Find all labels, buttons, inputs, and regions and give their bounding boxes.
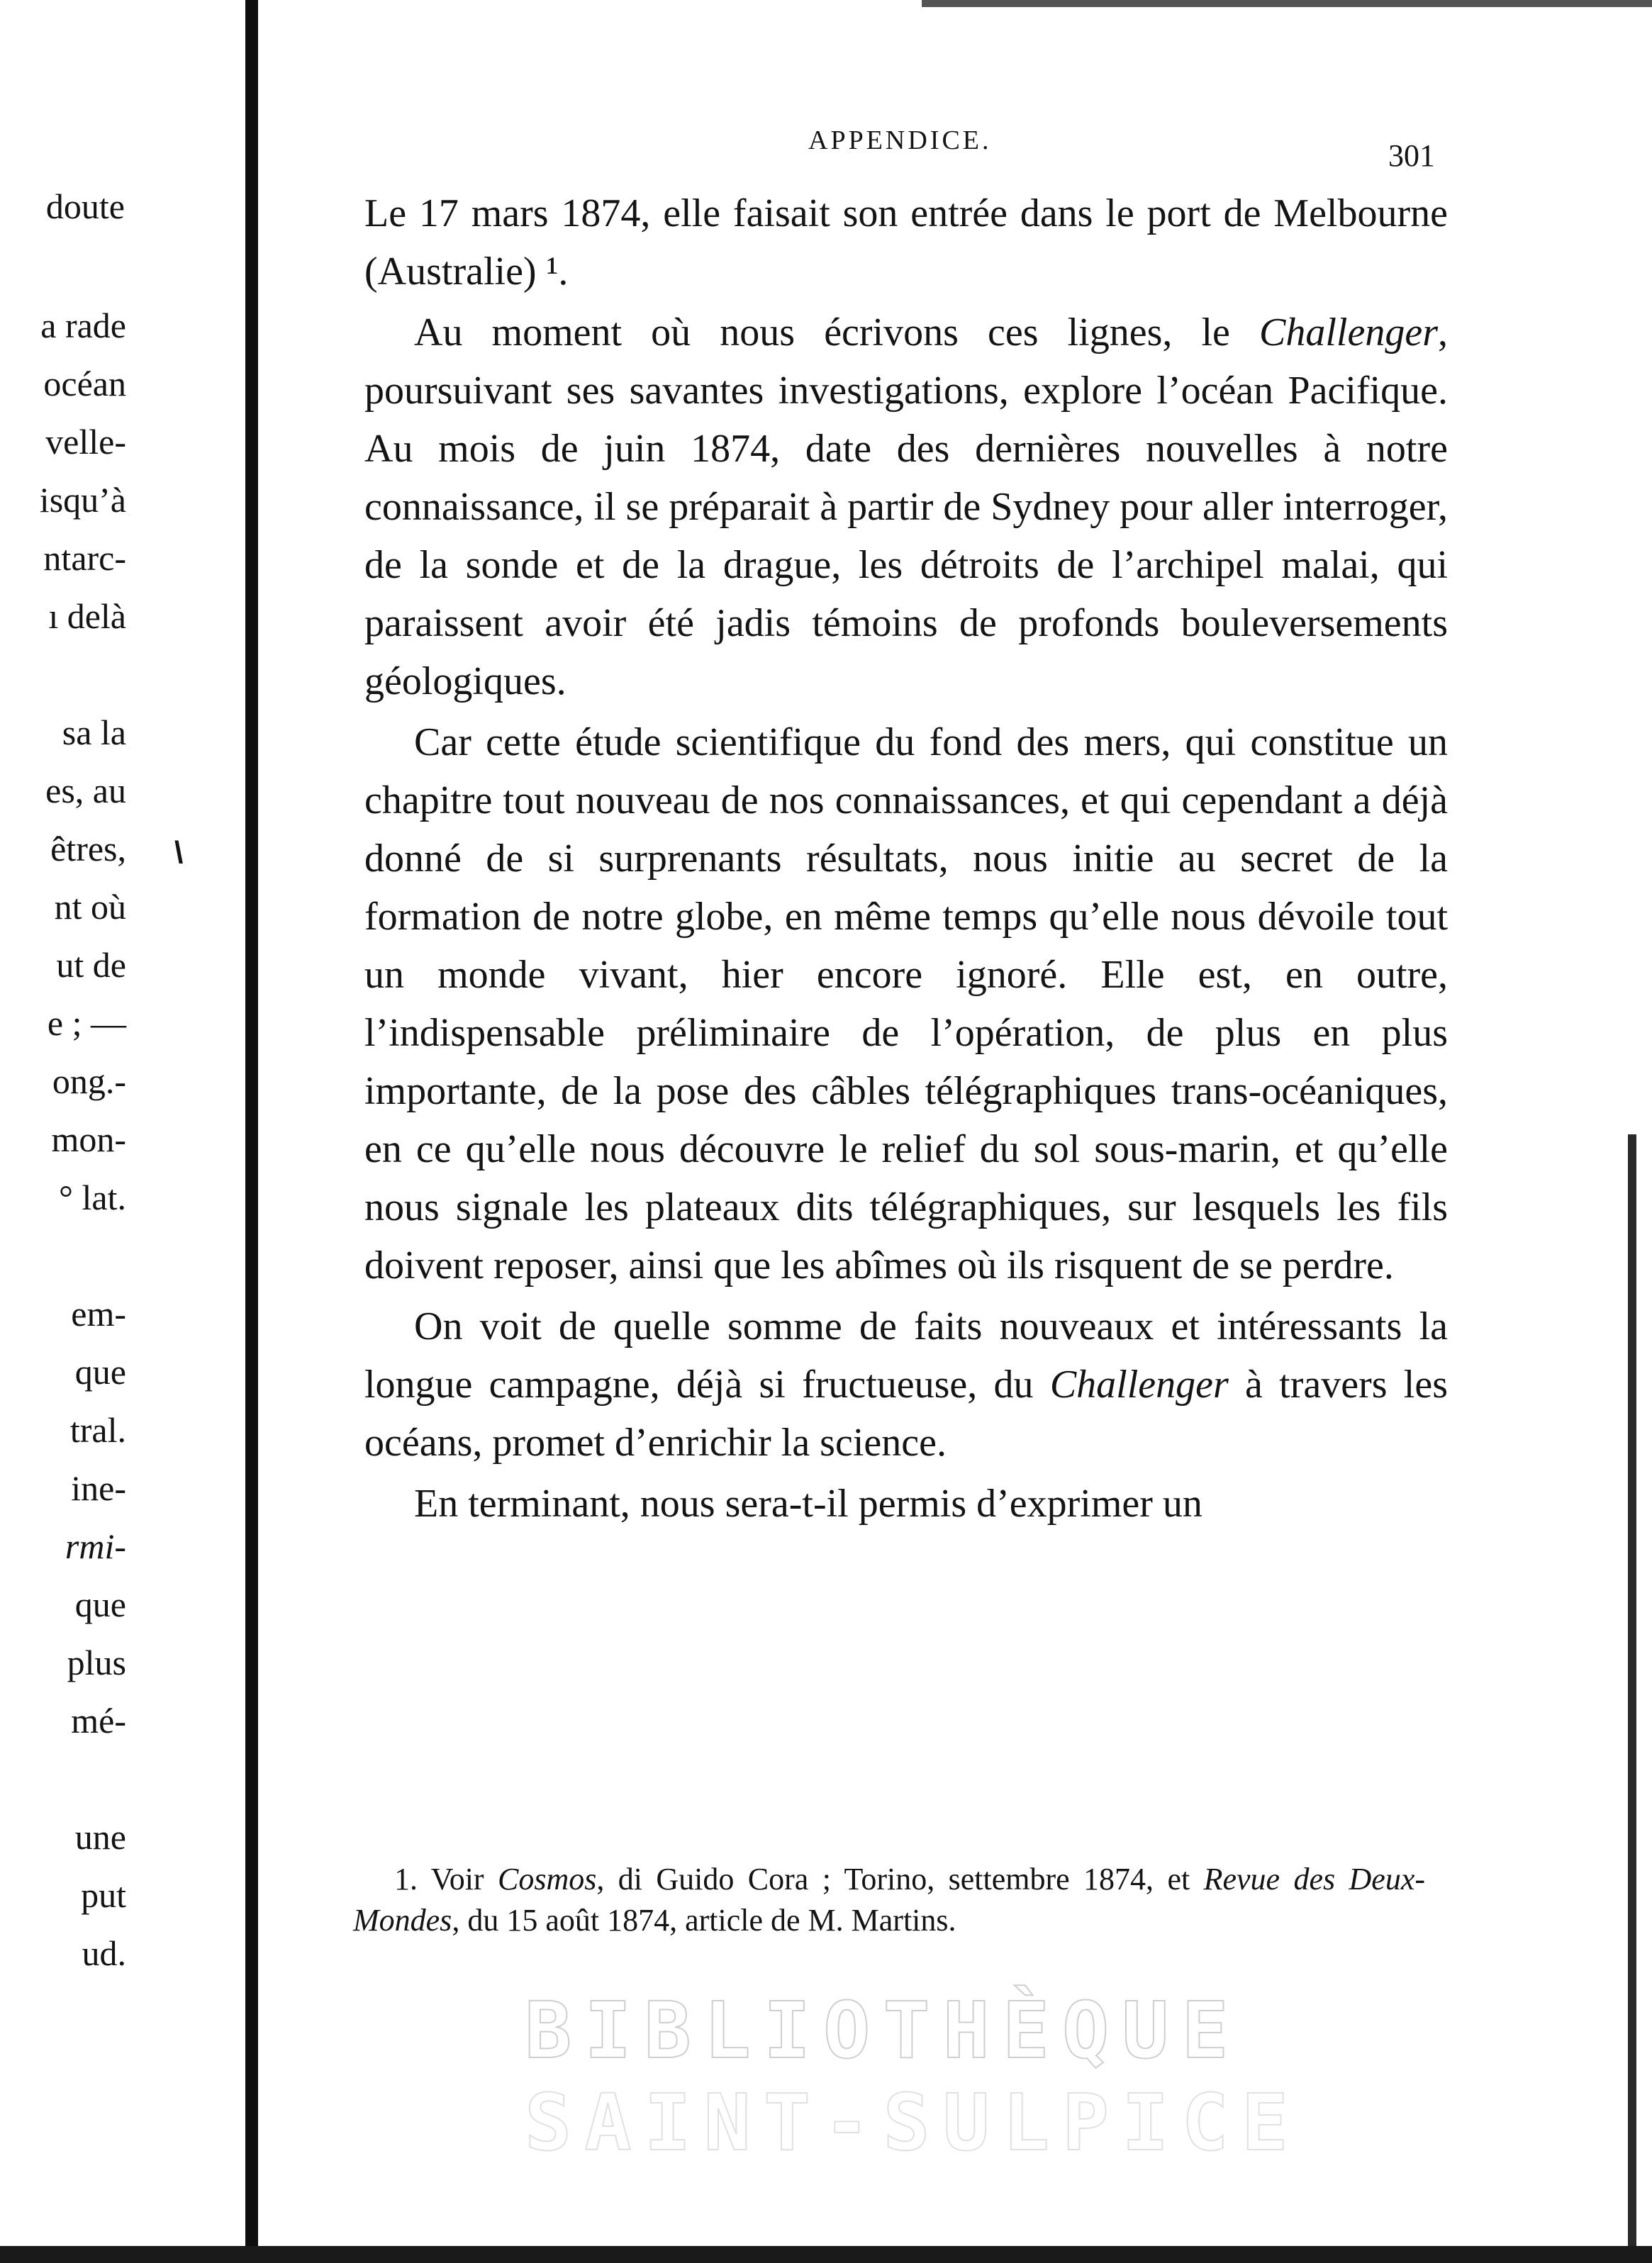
left-page-line: sa la [62, 713, 126, 752]
left-page-line: doute [45, 186, 125, 226]
footnote-text-a: 1. Voir [394, 1862, 498, 1896]
left-page-line: es, au [45, 771, 126, 810]
left-page-line: em- [71, 1294, 126, 1334]
left-page-line: ong.- [52, 1061, 126, 1101]
left-page-line: isqu’à [39, 480, 126, 520]
paragraph-2 [364, 303, 1448, 710]
left-page-line: rmi- [65, 1526, 126, 1566]
page-right-edge [1628, 1134, 1636, 2263]
left-page-line: put [81, 1875, 126, 1915]
running-header: APPENDICE. [808, 125, 992, 155]
page-top-shadow [922, 0, 1652, 7]
paragraph-5: En terminant, nous sera-t-il permis d’exprimer un [414, 1482, 1202, 1526]
page-gutter-rule [245, 0, 258, 2263]
paragraph-4 [364, 1297, 1448, 1472]
left-page-line: a rade [40, 306, 126, 345]
left-page-line: ine- [71, 1468, 126, 1508]
left-page-line: nt où [54, 887, 126, 927]
margin-mark-icon: \ [174, 835, 184, 870]
left-page-line: que [74, 1352, 126, 1392]
left-page-line: océan [43, 364, 126, 403]
left-page-line: mé- [71, 1701, 126, 1740]
left-page-line: e ; — [47, 1003, 126, 1043]
footnote-text-c: , du 15 août 1874, article de M. Martins. [452, 1903, 956, 1938]
paragraph-2-text-b: , poursuivant ses savantes investigations, explore l’océan Pacifique. Au mois de juin 1874, date des dernières nouvelles à notre connaissance, il se préparait à partir de Sydney pour aller interroger, de la sonde et de la drague, les détroits de l’archipel malai, qui paraissent avoir été jadis témoins de profonds bouleversements géologiques. [364, 311, 1448, 703]
stamp-line-1: BIBLIOTHÈQUE [525, 1985, 1241, 2076]
left-page-line: tral. [69, 1410, 126, 1450]
left-page-line: velle- [45, 422, 126, 462]
page-body [364, 184, 1448, 1533]
left-facing-page [0, 0, 245, 2263]
left-page-line: mon- [51, 1119, 126, 1159]
page-number: 301 [1388, 138, 1435, 173]
paragraph-2-text-a: Au moment où nous écrivons ces lignes, le [414, 311, 1260, 354]
left-page-line: plus [67, 1643, 126, 1682]
left-page-line: ntarc- [43, 538, 126, 578]
page-bottom-edge [0, 2246, 1652, 2263]
left-page-line: ı delà [48, 596, 126, 636]
footnote-revue: Revue des Deux-Mondes [353, 1862, 1426, 1938]
ship-name-challenger: Challenger [1259, 311, 1438, 354]
ship-name-challenger: Challenger [1049, 1363, 1229, 1407]
footnote-cosmos: Cosmos [497, 1862, 597, 1896]
left-page-line: que [74, 1585, 126, 1624]
footnote [353, 1859, 1425, 1941]
library-perforation-stamp [525, 1985, 1301, 2169]
left-page-line: une [74, 1817, 126, 1857]
paragraph-4-text-b: à travers les océans, promet d’enrichir la science. [364, 1363, 1449, 1465]
left-page-line: êtres, [50, 829, 126, 868]
left-page-line: ud. [82, 1933, 126, 1973]
footnote-text-b: , di Guido Cora ; Torino, settembre 1874, et [596, 1862, 1204, 1896]
paragraph-1: Le 17 mars 1874, elle faisait son entrée dans le port de Melbourne (Australie) ¹. [364, 191, 1448, 294]
paragraph-3: Car cette étude scientifique du fond des mers, qui constitue un chapitre tout nouveau de nos connaissances, et qui cependant a déjà donné de si surprenants résultats, nous initie au secret de la formation de notre globe, en même temps qu’elle nous dévoile tout un monde vivant, hier encore ignoré. Elle est, en outre, l’indispensable préliminaire de l’opération, de plus en plus importante, de la pose des câbles télégraphiques trans-océaniques, en ce qu’elle nous découvre le relief du sol sous-marin, et qu’elle nous signale les plateaux dits télégraphiques, sur lesquels les fils doivent reposer, ainsi que les abîmes où ils risquent de se perdre. [364, 720, 1448, 1287]
stamp-line-2: SAINT-SULPICE [525, 2077, 1301, 2168]
left-page-line: ut de [56, 945, 126, 985]
left-page-line: ° lat. [59, 1178, 126, 1217]
paragraph-4-text-a: On voit de quelle somme de faits nouveaux et intéressants la longue campagne, déjà si fructueuse, du [364, 1304, 1448, 1407]
